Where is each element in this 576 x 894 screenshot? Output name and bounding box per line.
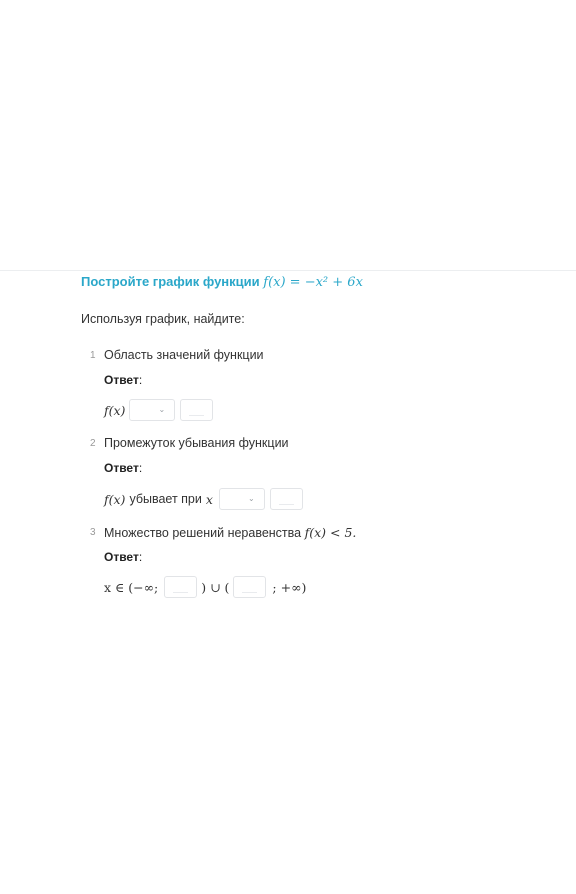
question-2-input[interactable] xyxy=(270,488,303,510)
question-3-text-body: Множество решений неравенства xyxy=(104,526,302,540)
answer-label-colon: : xyxy=(138,550,143,564)
input-underline xyxy=(242,592,257,593)
answer-label-text: Ответ xyxy=(104,550,139,564)
question-3-number: 3 xyxy=(90,527,96,538)
answer-label-colon: : xyxy=(138,373,143,387)
question-3-union: ) ∪ ( xyxy=(201,579,230,595)
question-2-lhs: f(x) xyxy=(104,491,126,507)
question-3-prefix: x ∈ (−∞; xyxy=(104,579,159,595)
question-3-text xyxy=(104,525,356,540)
question-2-select[interactable] xyxy=(219,488,265,510)
question-3-input-1[interactable] xyxy=(164,576,197,598)
question-2-number: 2 xyxy=(90,438,96,449)
input-underline xyxy=(279,504,294,505)
question-2-var: x xyxy=(205,491,213,507)
question-3-suffix: ; +∞) xyxy=(272,579,307,595)
answer-label-text: Ответ xyxy=(104,461,139,475)
question-3-inequality: f(x) < 5. xyxy=(304,525,357,540)
chevron-down-icon: ⌄ xyxy=(158,405,166,414)
input-underline xyxy=(173,592,188,593)
task-title-text: Постройте график функции xyxy=(81,274,260,289)
task-intro: Используя график, найдите: xyxy=(81,312,245,326)
question-2-answer-label xyxy=(104,461,142,475)
answer-label-text: Ответ xyxy=(104,373,139,387)
input-underline xyxy=(189,415,204,416)
question-1-lhs: f(x) xyxy=(104,402,126,418)
question-3-answer-row xyxy=(104,576,306,598)
question-3-answer-label xyxy=(104,550,142,564)
question-2-middle-text: убывает при xyxy=(129,492,202,506)
chevron-down-icon: ⌄ xyxy=(247,494,255,503)
question-2-answer-row xyxy=(104,488,303,510)
answer-label-colon: : xyxy=(138,461,143,475)
task-title-formula: f(x) = −x² + 6x xyxy=(263,275,363,290)
section-divider xyxy=(0,270,576,271)
question-3-input-2[interactable] xyxy=(233,576,266,598)
question-1-text: Область значений функции xyxy=(104,348,264,362)
question-1-answer-label xyxy=(104,373,142,387)
task-title xyxy=(81,274,363,290)
question-1-select[interactable] xyxy=(129,399,175,421)
question-1-answer-row xyxy=(104,399,213,421)
question-2-text: Промежуток убывания функции xyxy=(104,436,289,450)
question-1-number: 1 xyxy=(90,350,96,361)
question-1-input[interactable] xyxy=(180,399,213,421)
